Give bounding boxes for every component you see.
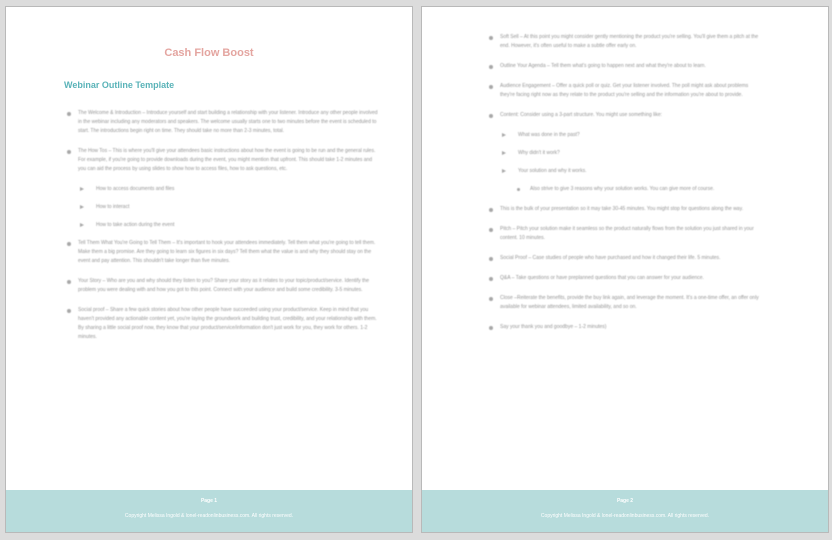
document-page-2 [421, 6, 829, 533]
outline-item-your-story: Your Story – Who are you and why should they listen to you? Share your story as it relates to your topic/product/service. Identify the problem you were dealing with and how you got to this point. Connect with your audience and build some credibility. 3-5 minutes. [66, 277, 378, 295]
page-number: Page 2 [616, 498, 634, 504]
page-number: Page 1 [200, 498, 218, 504]
copyright-notice: Copyright Melissa Ingold & lonel-readonlinbusiness.com. All rights reserved. [124, 513, 294, 519]
outline-item-welcome: The Welcome & Introduction – Introduce yourself and start building a relationship with your listener. Introduce any other people involved in the webinar including any moderators and speakers. The welcome usually starts one to two minutes before the event is scheduled to start. The introductions begin right on time. They should take no more than 2-3 minutes, total. [66, 109, 378, 136]
outline-subsubitem-reasons: Also strive to give 3 reasons why your solution works. You can give more of course. [488, 185, 762, 194]
outline-subitem-solution: Your solution and why it works. [488, 167, 762, 176]
outline-subitem-access-files: How to access documents and files [66, 185, 378, 194]
outline-item-engagement: Audience Engagement – Offer a quick poll or quiz. Get your listener involved. The poll might ask about problems they're facing right now as they relate to the product you're selling and the information you're about to provide. [488, 82, 762, 100]
outline-item-close: Close –Reiterate the benefits, provide the buy link again, and leverage the moment. It's a one-time offer, an offer only available for webinar attendees, limited availability, and so on. [488, 294, 762, 312]
outline-subitem-interact: How to interact [66, 203, 378, 212]
outline-item-bulk: This is the bulk of your presentation so it may take 30-45 minutes. You might stop for questions along the way. [488, 205, 762, 214]
copyright-notice: Copyright Melissa Ingold & lonel-readonlinbusiness.com. All rights reserved. [540, 513, 710, 519]
outline-list [66, 109, 378, 353]
outline-item-goodbye: Say your thank you and goodbye – 1-2 minutes) [488, 323, 762, 332]
outline-item-content: Content: Consider using a 3-part structure. You might use something like: [488, 111, 762, 120]
document-subtitle: Webinar Outline Template [64, 80, 175, 90]
document-page-1 [5, 6, 413, 533]
outline-item-social-proof-2: Social Proof – Case studies of people who have purchased and how it changed their life. 5 minutes. [488, 254, 762, 263]
outline-item-pitch: Pitch – Pitch your solution make it seamless so the product naturally flows from the solution you just shared in your content. 10 minutes. [488, 225, 762, 243]
page-footer [422, 490, 828, 532]
outline-subitem-past: What was done in the past? [488, 131, 762, 140]
outline-item-qa: Q&A – Take questions or have preplanned questions that you can answer for your audience. [488, 274, 762, 283]
outline-subitem-why-not: Why didn't it work? [488, 149, 762, 158]
page-footer [6, 490, 412, 532]
outline-item-how-tos: The How Tos – This is where you'll give your attendees basic instructions about how the event is going to be run and the general rules. For example, if you're going to provide downloads during the event, you might mention that upfront. This should take 1-2 minutes and you can aid the process by using slides to show how to access files, how to ask questions, etc. [66, 147, 378, 174]
outline-item-agenda: Outline Your Agenda – Tell them what's going to happen next and what they're about to learn. [488, 62, 762, 71]
outline-item-tell-them: Tell Them What You're Going to Tell Them – It's important to hook your attendees immediately. Tell them what you're going to tell them. Make them a big promise. Are they going to learn six figures in six days? Tell them what the value is and why they should stay on the event and pay attention. This shouldn't take longer than five minutes. [66, 239, 378, 266]
outline-item-social-proof: Social proof – Share a few quick stories about how other people have succeeded using your product/service. Keep in mind that you haven't provided any actionable content yet, you're laying the groundwork and building trust, credibility, and your relationship with them. By sharing a little social proof now, they know that your product/service/information don't just work for you, they work for others. 1-2 minutes. [66, 306, 378, 342]
document-title: Cash Flow Boost [164, 47, 254, 59]
outline-subitem-take-action: How to take action during the event [66, 221, 378, 230]
outline-item-soft-sell: Soft Sell – At this point you might consider gently mentioning the product you're selling. You'll give them a pitch at the end. However, it's often useful to make a subtle offer early on. [488, 33, 762, 51]
outline-list [488, 33, 762, 343]
